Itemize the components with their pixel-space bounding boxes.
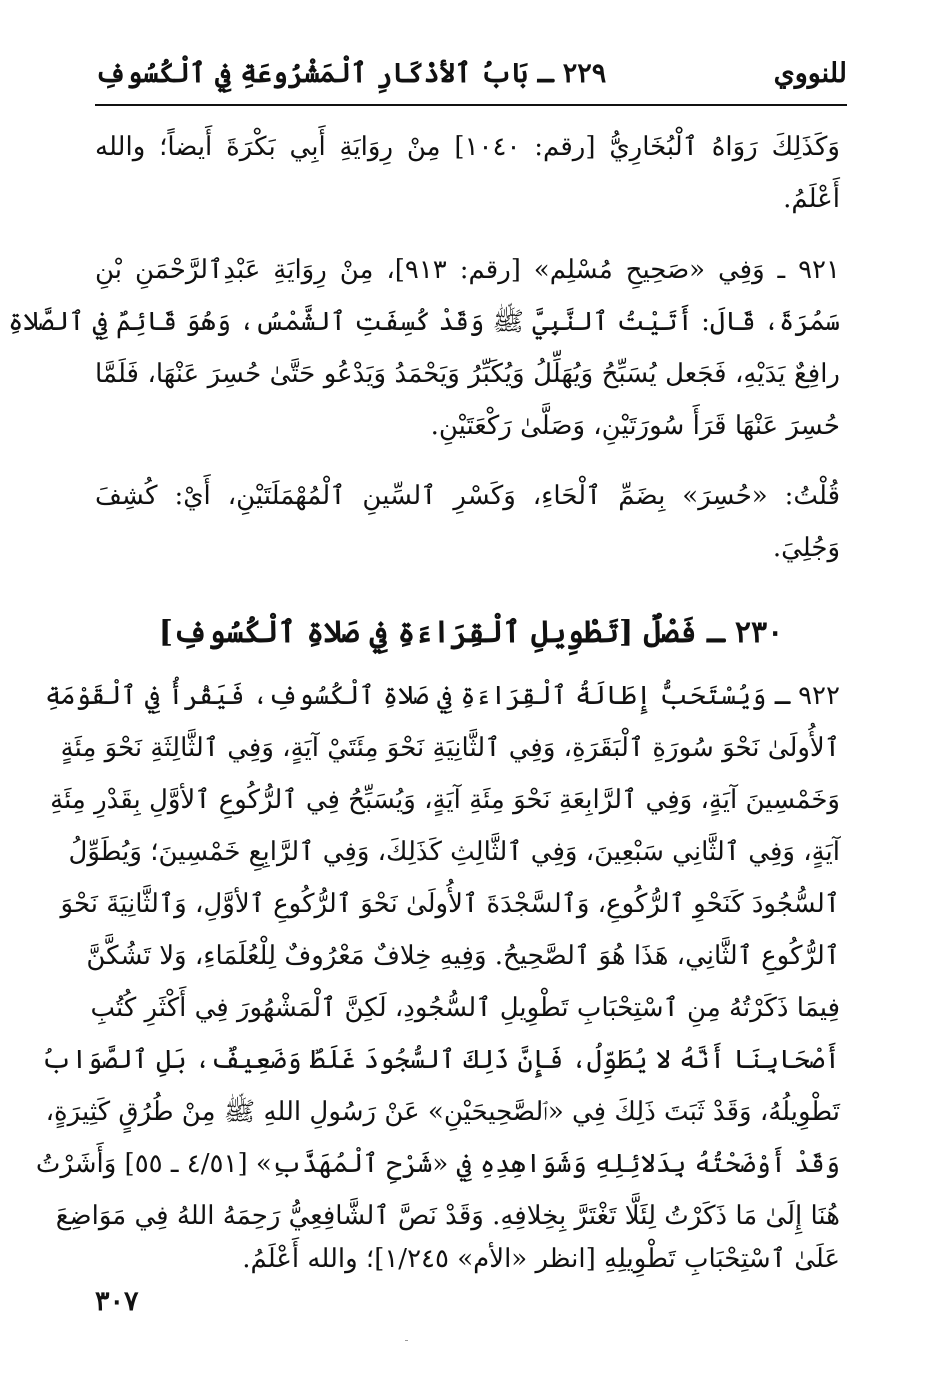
text-line: أَصْحَابِنَا أَنَّهُ لا يُطَوِّلُ، فَإِنَّ ذَلِكَ ٱلسُّجُودَ غَلَطٌ وَضَعِيفٌ، بَلِ ٱلصَّوَابُ <box>41 1045 840 1075</box>
text-line: ٩٢٢ ـ وَيُسْتَحَبُّ إِطَالَةُ ٱلْقِرَاءَةِ فِي صَلاةِ ٱلْكُسُوفِ، فَيَقْرأُ فِي ٱلْقَوْمَةِ <box>45 681 840 711</box>
text-line: ٱلأُولَىٰ نَحْوَ سُورَةِ ٱلْبَقَرَةِ، وَفِي ٱلثَّانِيَةِ نَحْوَ مِئَتَيْ آيَةٍ، وَفِي ٱلثَّالِثَةِ نَحْوَ مِئَةٍ <box>60 733 840 763</box>
text-line: هُنَا إِلَىٰ مَا ذَكَرْتُ لِئَلَّا تَغْتَرَّ بِخِلافِهِ. وَقَدْ نَصَّ ٱلشَّافِعِيُّ رَحِمَهُ اللهُ فِي مَوَاضِعَ <box>55 1201 840 1231</box>
header-chapter-title: ٢٢٩ ـ بَابُ ٱلأذْكَارِ ٱلْمَشْرُوعَةِ فِي ٱلْكُسُوفِ <box>95 58 607 89</box>
scan-speck <box>405 1340 408 1341</box>
text-line: آيَةٍ، وَفِي ٱلثَّانِي سَبْعِينَ، وَفِي ٱلثَّالِثِ كَذَلِكَ، وَفِي ٱلرَّابِعِ خَمْسِينَ؛ وَيُطَوِّلُ <box>68 837 840 867</box>
text-line: سَمُرَةَ، قَالَ: أَتَيْتُ ٱلنَّبِيَّ ﷺ وَقَدْ كُسِفَتِ ٱلشَّمْسُ، وَهُوَ قَائِمٌ فِي ٱلصَّلاةِ <box>8 307 840 337</box>
running-header <box>95 48 847 98</box>
text-line: قُلْتُ: «حُسِرَ» بِضَمِّ ٱلْحَاءِ، وَكَسْرِ ٱلسِّينِ ٱلْمُهْمَلَتَيْنِ، أَيْ: كُشِفَ <box>95 481 840 511</box>
text-line: ٱلرُّكُوعِ ٱلثَّانِي، هَذَا هُوَ ٱلصَّحِيحُ. وَفِيهِ خِلافٌ مَعْرُوفٌ لِلْعُلَمَاءِ، وَلا تَشُكَّنَّ <box>86 941 840 971</box>
text-line: تَطْوِيلُهُ، وَقَدْ ثَبَتَ ذَلِكَ فِي «ٱلصَّحِيحَيْنِ» عَنْ رَسُولِ اللهِ ﷺ مِنْ طُرُقٍ كَثِيرَةٍ، <box>45 1097 840 1127</box>
text-line: وَجُلِيَ. <box>772 533 840 563</box>
page-number: ٣٠٧ <box>95 1286 139 1317</box>
text-line: عَلَىٰ ٱسْتِحْبَابِ تَطْوِيلِهِ [انظر «الأم» ١/٢٤٥]؛ والله أَعْلَمُ. <box>242 1244 840 1274</box>
text-line: حُسِرَ عَنْهَا قَرَأَ سُورَتَيْنِ، وَصَلَّىٰ رَكْعَتَيْنِ. <box>430 411 840 441</box>
text-line: أَعْلَمُ. <box>783 184 840 214</box>
header-author: للنووي <box>773 58 847 89</box>
text-line: وَكَذَلِكَ رَوَاهُ ٱلْبُخَارِيُّ [رقم: ١٠٤٠] مِنْ رِوَايَةِ أَبِي بَكْرَةَ أَيضاً؛ والله <box>95 132 840 162</box>
section-heading: ٢٣٠ ـ فَصْلٌ [تَطْوِيلِ ٱلْقِرَاءَةِ فِي صَلاةِ ٱلْكُسُوفِ] <box>158 615 784 650</box>
text-line: رافِعٌ يَدَيْهِ، فَجَعل يُسَبِّحُ وَيُهَلِّلُ وَيُكَبِّرُ وَيَحْمَدُ وَيَدْعُو حَتَّىٰ حُسِرَ عَنْهَا، فَلَمَّا <box>95 359 840 389</box>
header-rule <box>95 104 847 106</box>
text-line: وَخَمْسِينَ آيَةٍ، وَفِي ٱلرَّابِعَةِ نَحْوَ مِئَةِ آيَةٍ، وَيُسَبِّحُ فِي ٱلرُّكُوعِ ٱلأوَّلِ بِقَدْرِ مِئَةِ <box>50 785 840 815</box>
text-line: وَقَدْ أَوْضَحْتُهُ بِدَلائِلِهِ وَشَوَاهِدِهِ فِي «شَرْحِ ٱلْمُهَذَّبِ» [٤/٥١ ـ ٥٥] وَأَشَرْتُ <box>35 1149 840 1179</box>
text-line: ٩٢١ ـ وَفِي «صَحِيحِ مُسْلِم» [رقم: ٩١٣]، مِنْ رِوَايَةِ عَبْدِٱلرَّحْمَنِ بْنِ <box>95 255 840 285</box>
text-line: ٱلسُّجُودَ كَنَحْوِ ٱلرُّكُوعِ، وَٱلسَّجْدَةَ ٱلأُولَىٰ نَحْوَ ٱلرُّكُوعِ ٱلأوَّلِ، وَٱلثَّانِيَةَ نَحْوَ <box>60 889 840 919</box>
text-line: فِيمَا ذَكَرْتُهُ مِنِ ٱسْتِحْبَابِ تَطْوِيلِ ٱلسُّجُودِ، لَكِنَّ ٱلْمَشْهُورَ فِي أَكْثَرِ كُتُبِ <box>90 993 840 1023</box>
